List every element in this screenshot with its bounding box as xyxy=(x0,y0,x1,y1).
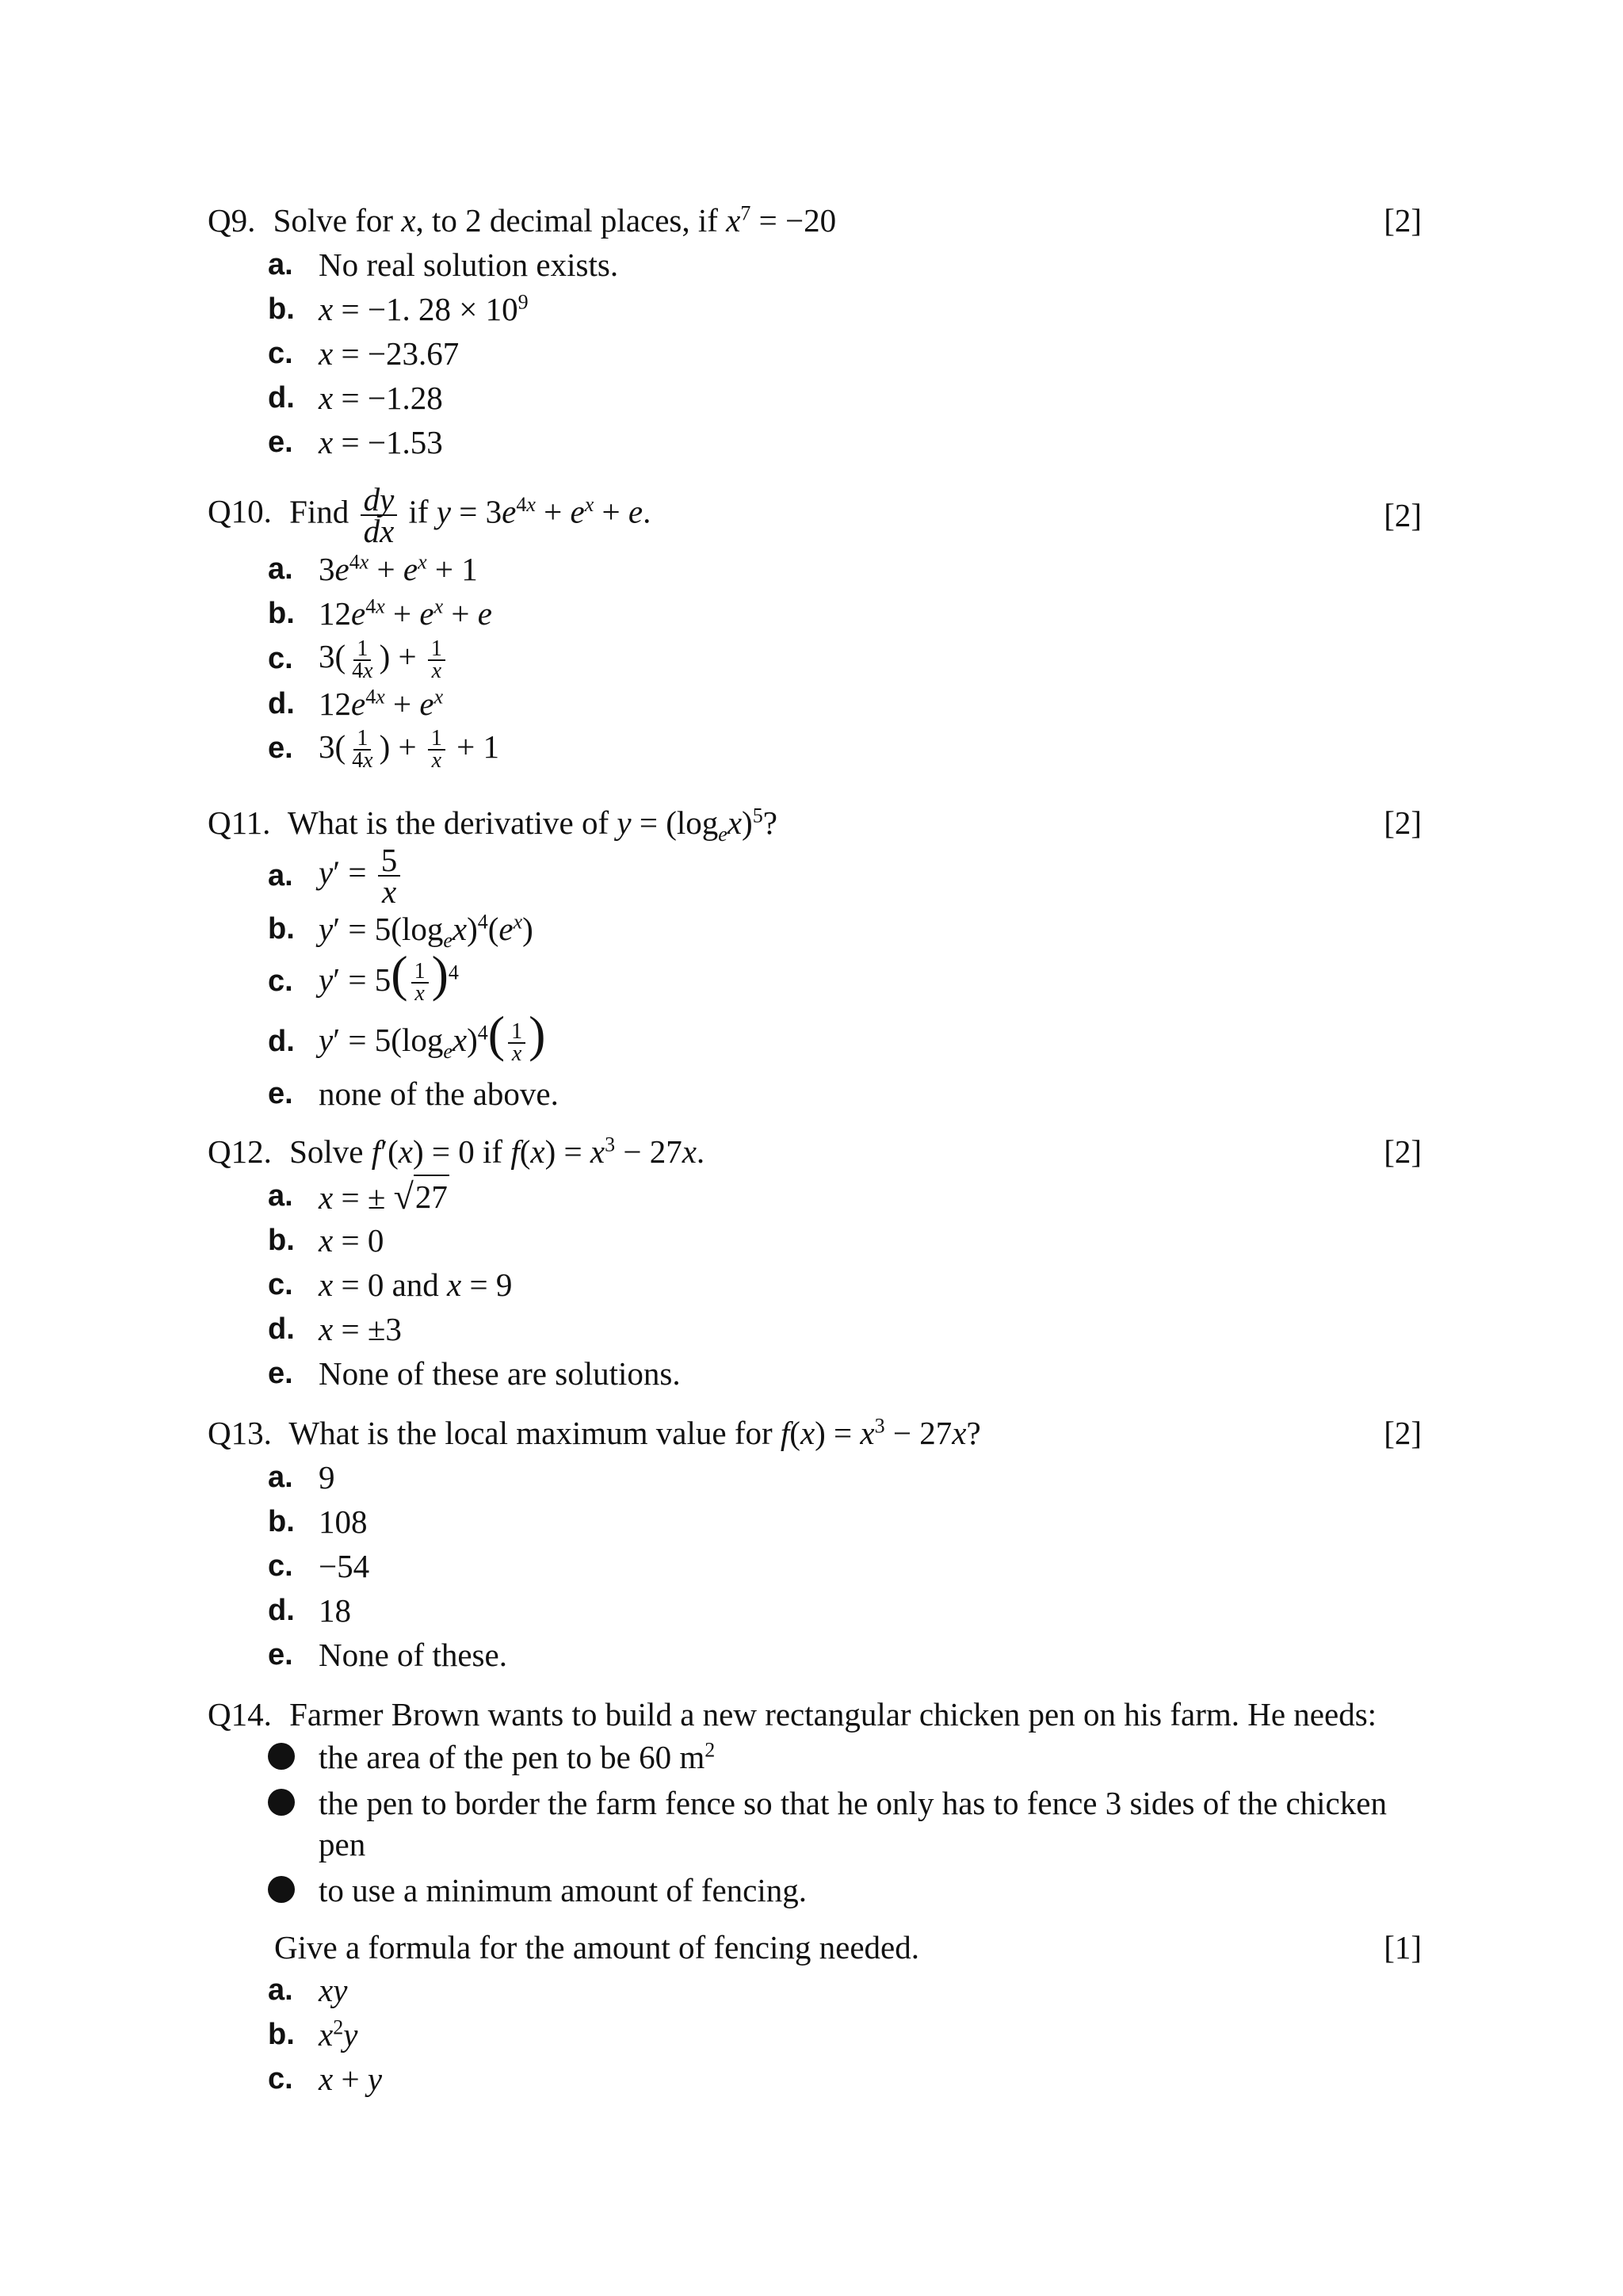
option-letter: a. xyxy=(268,1461,293,1494)
question-14-marks: [1] xyxy=(1384,1929,1422,1966)
option-text: None of these are solutions. xyxy=(319,1355,681,1392)
bullet-item xyxy=(268,1870,1422,1911)
option-text: −54 xyxy=(319,1548,370,1584)
question-14 xyxy=(208,1692,1422,2101)
question-number: Q10. xyxy=(208,493,272,530)
option-text: x = −1.28 xyxy=(319,380,443,416)
option-letter: b. xyxy=(268,597,295,630)
option-a[interactable] xyxy=(268,842,1422,910)
option-letter: a. xyxy=(268,248,293,281)
option-e[interactable] xyxy=(268,1351,1422,1396)
option-text: 9 xyxy=(319,1459,335,1496)
question-9-options xyxy=(268,243,1422,464)
question-9-marks: [2] xyxy=(1384,202,1422,239)
question-9 xyxy=(208,198,1422,464)
question-10-stem: Q10. Find $\frac{dy}{dx}$ if $y = 3e^{4x} + e^x + e$. xyxy=(208,481,651,549)
question-number: Q11. xyxy=(208,804,271,841)
option-letter: b. xyxy=(268,1224,295,1257)
bullet-icon xyxy=(268,1743,295,1770)
option-letter: a. xyxy=(268,1973,293,2007)
option-c[interactable] xyxy=(268,1544,1422,1588)
option-b[interactable] xyxy=(268,1499,1422,1544)
option-letter: c. xyxy=(268,1268,293,1301)
bullet-item xyxy=(268,1736,1422,1778)
question-13 xyxy=(208,1411,1422,1677)
option-b[interactable] xyxy=(268,1218,1422,1263)
option-letter: c. xyxy=(268,641,293,675)
option-text: 3( $\frac{1}{4x}$ ) + $\frac{1}{x}$ xyxy=(319,636,449,682)
question-12-options xyxy=(268,1174,1422,1396)
option-text: $12e^{4x} + e^x + e$ xyxy=(319,594,492,632)
option-letter: b. xyxy=(268,912,295,946)
option-letter: e. xyxy=(268,1357,293,1390)
question-number: Q12. xyxy=(208,1133,272,1170)
question-11 xyxy=(208,800,1422,1116)
option-a[interactable] xyxy=(268,1968,1422,2012)
question-14-stem xyxy=(208,1694,1377,1735)
option-text: xy xyxy=(319,1972,348,2008)
question-13-header xyxy=(208,1411,1422,1455)
question-14-text: Farmer Brown wants to build a new rectangular chicken pen on his farm. He needs: xyxy=(289,1696,1377,1733)
bullet-text: the pen to border the farm fence so that he only has to fence 3 sides of the chicken pen xyxy=(319,1785,1387,1862)
option-letter: d. xyxy=(268,381,295,415)
option-letter: a. xyxy=(268,552,293,586)
option-letter: b. xyxy=(268,1505,295,1538)
option-e[interactable] xyxy=(268,420,1422,464)
question-number: Q9. xyxy=(208,202,256,239)
question-10-marks: [2] xyxy=(1384,497,1422,533)
option-d[interactable] xyxy=(268,682,1422,726)
option-c[interactable] xyxy=(268,636,1422,682)
option-e[interactable] xyxy=(268,1072,1422,1116)
option-text: $12e^{4x} + e^x$ xyxy=(319,684,444,722)
option-d[interactable] xyxy=(268,1588,1422,1633)
question-14-prompt-line xyxy=(274,1927,1422,1968)
option-a[interactable] xyxy=(268,547,1422,591)
question-9-header xyxy=(208,198,1422,243)
option-text: y′ = 5( $\frac{1}{x}$ )$^4$ xyxy=(319,945,459,1007)
option-letter: a. xyxy=(268,1179,293,1213)
option-b[interactable] xyxy=(268,2012,1422,2057)
question-14-header xyxy=(208,1692,1422,1736)
question-10-options xyxy=(268,547,1422,774)
question-13-options xyxy=(268,1455,1422,1677)
option-text: None of these. xyxy=(319,1637,507,1673)
option-letter: e. xyxy=(268,732,293,766)
option-a[interactable] xyxy=(268,1455,1422,1499)
option-c[interactable] xyxy=(268,945,1422,1011)
option-letter: c. xyxy=(268,337,293,370)
question-11-header xyxy=(208,800,1422,845)
option-letter: c. xyxy=(268,965,293,998)
option-text: 18 xyxy=(319,1592,351,1629)
option-letter: b. xyxy=(268,292,295,326)
question-13-stem: Q13. What is the local maximum value for $f(x) = x^3 - 27x$? xyxy=(208,1414,981,1451)
bullet-text: to use a minimum amount of fencing. xyxy=(319,1872,808,1908)
question-13-marks: [2] xyxy=(1384,1415,1422,1451)
question-number: Q14. xyxy=(208,1696,272,1733)
question-12-stem: Q12. Solve f′(x) = 0 if $f(x) = x^3 - 27x$. xyxy=(208,1133,705,1170)
option-e[interactable] xyxy=(268,1633,1422,1677)
option-text: none of the above. xyxy=(319,1075,559,1112)
question-10 xyxy=(208,481,1422,774)
option-b[interactable] xyxy=(268,907,1422,951)
question-14-prompt: Give a formula for the amount of fencing needed. xyxy=(274,1929,919,1966)
option-text: $y' = 5(\log_ex)^4$( $\frac{1}{x}$ ) xyxy=(319,1005,546,1067)
option-b[interactable] xyxy=(268,287,1422,331)
option-letter: c. xyxy=(268,1549,293,1583)
option-letter: e. xyxy=(268,426,293,459)
question-12-header xyxy=(208,1129,1422,1174)
question-11-marks: [2] xyxy=(1384,804,1422,841)
option-d[interactable] xyxy=(268,1005,1422,1072)
option-d[interactable] xyxy=(268,376,1422,420)
option-text: x = −1. $28 \times 10^9$ xyxy=(319,290,529,327)
question-10-header xyxy=(208,483,1422,547)
option-text: No real solution exists. xyxy=(319,246,619,283)
option-letter: c. xyxy=(268,2062,293,2095)
option-a[interactable] xyxy=(268,243,1422,287)
option-letter: d. xyxy=(268,1025,295,1058)
question-number: Q13. xyxy=(208,1415,272,1451)
option-text: $3e^{4x} + e^x + 1$ xyxy=(319,550,478,587)
option-text: x = 0 xyxy=(319,1222,384,1259)
option-text: y′ = $\frac{5}{x}$ xyxy=(319,845,403,907)
option-letter: b. xyxy=(268,2018,295,2051)
option-e[interactable] xyxy=(268,726,1422,772)
option-d[interactable] xyxy=(268,1307,1422,1351)
bullet-item xyxy=(268,1782,1422,1865)
option-text: x = −23.67 xyxy=(319,335,460,372)
bullet-text: the area of the pen to be 60 $m^2$ xyxy=(319,1738,716,1775)
option-text: x + y xyxy=(319,2061,383,2097)
option-letter: d. xyxy=(268,1312,295,1346)
question-12 xyxy=(208,1129,1422,1396)
option-letter: e. xyxy=(268,1077,293,1110)
option-text: x = 0 and x = 9 xyxy=(319,1266,513,1303)
question-9-stem: Q9. Solve for x, to 2 decimal places, if $x^7 = -20$ xyxy=(208,201,837,239)
option-a[interactable] xyxy=(268,1174,1422,1218)
option-c[interactable] xyxy=(268,1263,1422,1307)
option-text: 3( $\frac{1}{4x}$ ) + $\frac{1}{x}$ + 1 xyxy=(319,726,499,774)
option-text: 108 xyxy=(319,1503,368,1540)
question-11-stem: Q11. What is the derivative of $y = (\log_ex)^5$? xyxy=(208,804,777,846)
option-c[interactable] xyxy=(268,331,1422,376)
bullet-icon xyxy=(268,1789,295,1816)
option-text: x = ±3 xyxy=(319,1311,402,1347)
option-letter: e. xyxy=(268,1638,293,1671)
option-letter: a. xyxy=(268,859,293,892)
option-text: $x^2y$ xyxy=(319,2015,358,2053)
bullet-icon xyxy=(268,1876,295,1903)
dy-dx-fraction: $\frac{dy}{dx}$ xyxy=(361,484,398,546)
option-letter: d. xyxy=(268,1594,295,1627)
option-b[interactable] xyxy=(268,591,1422,636)
option-text: x = −1.53 xyxy=(319,424,443,460)
question-14-bullets xyxy=(268,1736,1422,1911)
option-letter: d. xyxy=(268,686,295,720)
question-11-options xyxy=(268,842,1422,1116)
option-text: x = ± √ 27 xyxy=(319,1175,448,1217)
question-14-options xyxy=(268,1968,1422,2101)
option-c[interactable] xyxy=(268,2057,1422,2101)
option-text: $y' = 5(\log_ex)^4(e^x)$ xyxy=(319,910,533,953)
question-12-marks: [2] xyxy=(1384,1133,1422,1170)
